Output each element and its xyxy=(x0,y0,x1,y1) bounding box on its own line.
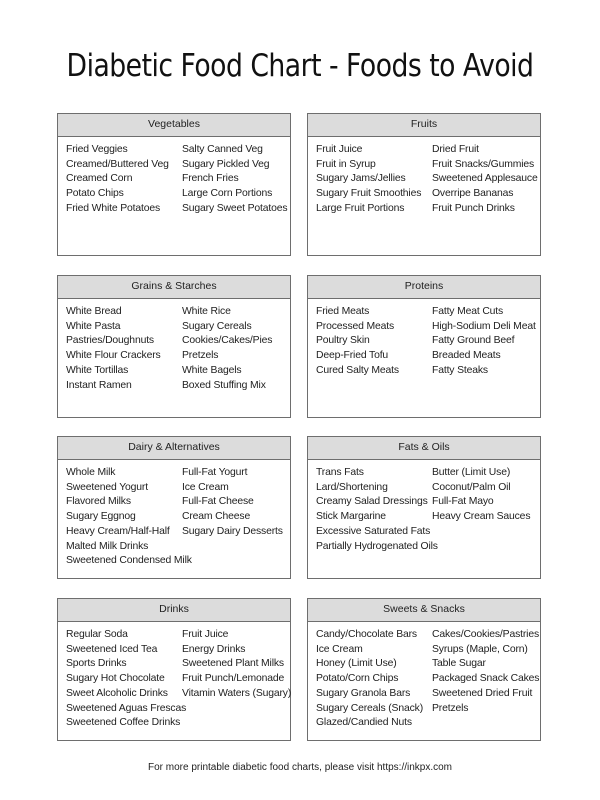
food-item: Pastries/Doughnuts xyxy=(66,335,154,347)
food-item: Fruit Punch/Lemonade xyxy=(182,673,285,685)
food-column-1 xyxy=(66,466,192,569)
food-item: Sugary Fruit Smoothies xyxy=(316,188,422,200)
food-item: Honey (Limit Use) xyxy=(316,658,397,670)
food-item: Malted Milk Drinks xyxy=(66,540,149,552)
section-body xyxy=(58,622,292,729)
food-column-1 xyxy=(316,143,421,217)
food-item: Syrups (Maple, Corn) xyxy=(432,643,528,655)
food-item: Sweetened Coffee Drinks xyxy=(66,717,181,729)
food-item: Sweetened Plant Milks xyxy=(182,658,284,670)
food-item: Sugary Eggnog xyxy=(66,511,136,523)
food-item: Whole Milk xyxy=(66,467,116,478)
food-item: Pretzels xyxy=(432,702,469,714)
food-item: Sugary Dairy Desserts xyxy=(182,525,283,537)
food-item: Sweet Alcoholic Drinks xyxy=(66,687,168,699)
food-column-1 xyxy=(316,628,423,731)
section-header: Dairy & Alternatives xyxy=(58,437,290,460)
food-item: Breaded Meats xyxy=(432,350,501,362)
food-item: Potato/Corn Chips xyxy=(316,673,399,685)
food-item: Full-Fat Cheese xyxy=(182,496,254,508)
section-body xyxy=(58,299,290,391)
food-column-1 xyxy=(316,305,399,379)
food-column-2 xyxy=(182,628,291,702)
food-item: Full-Fat Yogurt xyxy=(182,467,248,478)
section-grains-starches xyxy=(57,275,291,418)
food-item: Sweetened Applesauce xyxy=(432,173,538,185)
section-body xyxy=(308,622,540,729)
food-item: Large Corn Portions xyxy=(182,188,273,200)
food-item: Pretzels xyxy=(182,350,219,362)
food-item: Cured Salty Meats xyxy=(316,364,399,376)
food-item: White Bagels xyxy=(182,364,242,376)
food-item: Trans Fats xyxy=(316,467,364,478)
food-item: Overripe Bananas xyxy=(432,188,514,200)
food-item: Fatty Steaks xyxy=(432,364,488,376)
section-proteins xyxy=(307,275,541,418)
food-column-2 xyxy=(182,305,272,393)
food-column-2 xyxy=(182,143,287,217)
food-item: Fried White Potatoes xyxy=(66,202,161,214)
food-item: Fried Veggies xyxy=(66,144,128,155)
food-item: Processed Meats xyxy=(316,320,395,332)
food-item: Sweetened Iced Tea xyxy=(66,643,158,655)
food-item: Sweetened Aguas Frescas xyxy=(66,702,187,714)
food-item: Fruit in Syrup xyxy=(316,158,376,170)
food-item: Coconut/Palm Oil xyxy=(432,481,511,493)
food-item: Fruit Snacks/Gummies xyxy=(432,158,535,170)
food-item: Partially Hydrogenated Oils xyxy=(316,540,438,552)
food-item: Potato Chips xyxy=(66,188,124,200)
section-header: Grains & Starches xyxy=(58,276,290,299)
food-item: Glazed/Candied Nuts xyxy=(316,717,412,729)
food-item: White Rice xyxy=(182,306,231,317)
section-header: Fruits xyxy=(308,114,540,137)
food-column-1 xyxy=(66,305,161,393)
food-item: Sugary Granola Bars xyxy=(316,687,411,699)
food-item: Creamy Salad Dressings xyxy=(316,496,428,508)
food-item: Lard/Shortening xyxy=(316,481,388,493)
food-item: Salty Canned Veg xyxy=(182,144,263,155)
food-column-1 xyxy=(316,466,438,554)
food-item: Sugary Cereals xyxy=(182,320,252,332)
footer-note: For more printable diabetic food charts, please visit https://inkpx.com xyxy=(147,762,453,773)
food-column-2 xyxy=(432,143,538,217)
food-item: Sugary Sweet Potatoes xyxy=(182,202,288,214)
food-item: Creamed/Buttered Veg xyxy=(66,158,169,170)
section-header: Sweets & Snacks xyxy=(308,599,540,622)
food-column-2 xyxy=(432,628,539,716)
section-body xyxy=(308,137,540,214)
food-item: Large Fruit Portions xyxy=(316,202,405,214)
section-header: Fats & Oils xyxy=(308,437,540,460)
food-item: Energy Drinks xyxy=(182,643,246,655)
food-item: Sugary Hot Chocolate xyxy=(66,673,165,685)
food-item: Boxed Stuffing Mix xyxy=(182,379,266,391)
food-item: Sports Drinks xyxy=(66,658,127,670)
food-item: Sugary Cereals (Snack) xyxy=(316,702,423,714)
food-item: Fried Meats xyxy=(316,306,370,317)
section-header: Drinks xyxy=(58,599,290,622)
food-item: Full-Fat Mayo xyxy=(432,496,494,508)
food-item: White Flour Crackers xyxy=(66,350,161,362)
food-item: Cakes/Cookies/Pastries xyxy=(432,629,539,640)
food-item: Cream Cheese xyxy=(182,511,251,523)
page-title: Diabetic Food Chart - Foods to Avoid xyxy=(66,48,534,84)
section-body xyxy=(308,299,540,376)
food-item: Regular Soda xyxy=(66,629,128,640)
food-item: Instant Ramen xyxy=(66,379,132,391)
section-fats-oils xyxy=(307,436,541,579)
food-item: Stick Margarine xyxy=(316,511,386,523)
food-item: Creamed Corn xyxy=(66,173,133,185)
food-column-2 xyxy=(182,466,283,540)
food-item: Fatty Meat Cuts xyxy=(432,306,504,317)
food-item: White Tortillas xyxy=(66,364,129,376)
food-column-2 xyxy=(432,305,536,379)
section-dairy-alternatives xyxy=(57,436,291,579)
food-item: Sugary Pickled Veg xyxy=(182,158,270,170)
food-item: Sugary Jams/Jellies xyxy=(316,173,406,185)
food-item: Fruit Juice xyxy=(182,629,229,640)
food-item: Cookies/Cakes/Pies xyxy=(182,335,273,347)
food-item: Excessive Saturated Fats xyxy=(316,525,431,537)
food-item: Sweetened Dried Fruit xyxy=(432,687,533,699)
food-item: Vitamin Waters (Sugary) xyxy=(182,687,292,699)
section-vegetables xyxy=(57,113,291,256)
section-body xyxy=(58,460,290,567)
food-item: Packaged Snack Cakes xyxy=(432,673,540,685)
food-column-1 xyxy=(66,143,169,217)
food-item: Sweetened Yogurt xyxy=(66,481,148,493)
food-item: Fatty Ground Beef xyxy=(432,335,515,347)
food-item: Candy/Chocolate Bars xyxy=(316,629,417,640)
section-drinks xyxy=(57,598,291,741)
food-item: Ice Cream xyxy=(182,481,229,493)
food-item: Deep-Fried Tofu xyxy=(316,350,389,362)
food-item: Heavy Cream/Half-Half xyxy=(66,525,170,537)
section-header: Proteins xyxy=(308,276,540,299)
food-item: Dried Fruit xyxy=(432,144,479,155)
food-item: Fruit Punch Drinks xyxy=(432,202,515,214)
food-item: French Fries xyxy=(182,173,239,185)
food-item: Butter (Limit Use) xyxy=(432,467,511,478)
food-item: Heavy Cream Sauces xyxy=(432,511,531,523)
section-body xyxy=(58,137,290,214)
food-item: White Pasta xyxy=(66,320,121,332)
food-item: High-Sodium Deli Meat xyxy=(432,320,536,332)
food-item: Fruit Juice xyxy=(316,144,363,155)
food-column-1 xyxy=(66,628,186,731)
food-item: White Bread xyxy=(66,306,122,317)
food-item: Poultry Skin xyxy=(316,335,370,347)
food-item: Sweetened Condensed Milk xyxy=(66,555,192,567)
food-item: Table Sugar xyxy=(432,658,486,670)
section-body xyxy=(308,460,540,552)
food-item: Ice Cream xyxy=(316,643,363,655)
section-fruits xyxy=(307,113,541,256)
food-column-2 xyxy=(432,466,530,525)
section-header: Vegetables xyxy=(58,114,290,137)
section-sweets-snacks xyxy=(307,598,541,741)
food-item: Flavored Milks xyxy=(66,496,131,508)
